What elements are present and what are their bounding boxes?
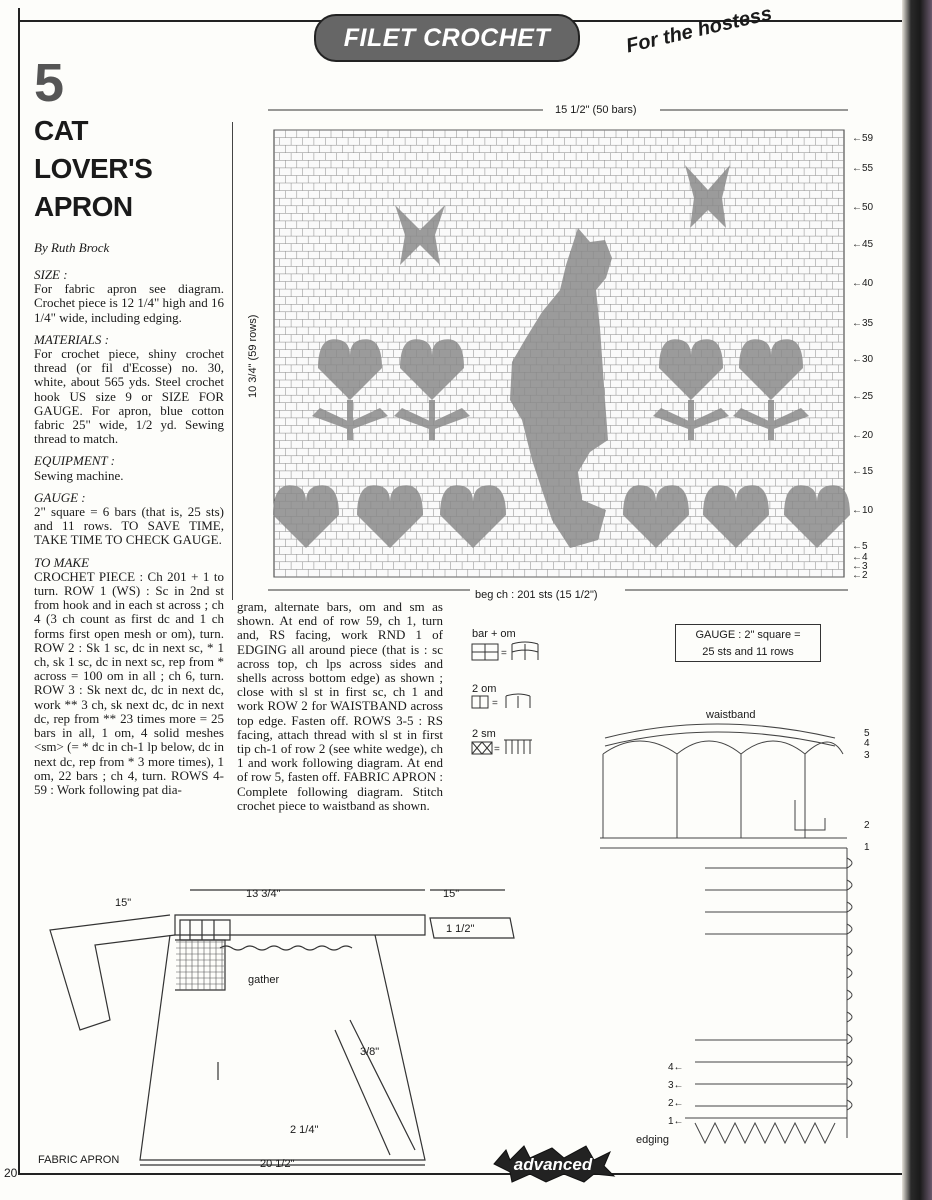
apron-dim: 15" — [115, 897, 132, 909]
apron-dim: 13 3/4" — [246, 888, 281, 900]
section-heading: EQUIPMENT : — [34, 453, 116, 469]
chart-row-label: ←40 — [852, 278, 874, 289]
title-line: APRON — [34, 191, 133, 222]
section-text: 2" square = 6 bars (that is, 25 sts) and 11 rows. TO SAVE TIME, TAKE TIME TO CHECK GAUGE. — [34, 504, 224, 548]
chart-row-label: ←15 — [852, 466, 874, 477]
pattern-number: 5 — [34, 53, 65, 113]
legend-2om: 2 om — [472, 683, 497, 695]
binder-edge — [902, 0, 932, 1200]
chart-row-label: ←59 — [852, 133, 874, 144]
chart-row-label: ←10 — [852, 505, 874, 516]
pattern-title — [34, 112, 224, 226]
legend-2sm: 2 sm — [472, 728, 496, 740]
chart-row-label: ←45 — [852, 239, 874, 250]
chart-row-label: ←55 — [852, 163, 874, 174]
apron-label: FABRIC APRON — [38, 1154, 120, 1166]
section-text: For fabric apron see diagram. Crochet piece is 12 1/4" high and 16 1/4" wide, including edging. — [34, 281, 224, 325]
difficulty-text: advanced — [513, 1155, 593, 1174]
lower-row-label: 3← — [668, 1080, 684, 1091]
title-line: CAT — [34, 115, 88, 146]
tagline: For the hostess — [624, 2, 775, 58]
column-rule — [232, 122, 233, 600]
waist-row-label: 3 — [864, 750, 870, 761]
section-heading: MATERIALS : — [34, 331, 109, 347]
to-make-col1: CROCHET PIECE : Ch 201 + 1 to turn. ROW 1 (WS) : Sc in 2nd st from hook and in each st across ; ch 4 (3 ch count as first dc and 1 ch forms first open mesh or om), turn. ROW 2 : Sk 1 sc, dc in next sc, * 1 ch, sk 1 sc, dc in next sc, rep from * across = 100 om in all ; ch 6, turn. ROW 3 : Sk next dc, dc in next dc, work ** 3 ch, sk next dc, dc in next dc, rep from ** 23 times more = 25 bars in all, 1 om, 4 solid meshes <sm> (= * dc in ch-1 lp below, dc in next dc, rep from * 3 more times), 1 om, 22 bars ; ch 4, turn. ROWS 4-59 : Work following pat dia- — [34, 568, 224, 797]
apron-crochet-mesh — [176, 940, 224, 990]
waist-row-label: 2 — [864, 820, 870, 831]
svg-text:=: = — [494, 744, 500, 755]
waistband-label: waistband — [706, 709, 756, 721]
chart-row-label: ←25 — [852, 391, 874, 402]
chart-row-label: ←2 — [852, 570, 868, 581]
lower-row-label: 2← — [668, 1098, 684, 1109]
waist-row-label: 4 — [864, 738, 870, 749]
to-make-heading: TO MAKE — [34, 554, 90, 570]
legend-bar-om: bar + om — [472, 628, 516, 640]
chart-row-label: ←30 — [852, 354, 874, 365]
section-header: FILET CROCHET — [314, 14, 580, 62]
title-line: LOVER'S — [34, 153, 153, 184]
section-heading: GAUGE : — [34, 489, 86, 505]
stitch-legend-symbols — [470, 640, 570, 765]
svg-text:=: = — [492, 698, 498, 709]
chart-row-label: ←3 — [852, 561, 868, 572]
lower-row-label: 1← — [668, 1116, 684, 1127]
chart-row-label: ←5 — [852, 541, 868, 552]
page-number: 20 — [4, 1166, 18, 1180]
byline: By Ruth Brock — [34, 240, 110, 255]
apron-dim: 2 1/4" — [290, 1124, 319, 1136]
gauge-box — [675, 624, 821, 662]
apron-dim: 15" — [443, 888, 460, 900]
apron-gather-label: gather — [248, 974, 280, 986]
waist-row-label: 5 — [864, 728, 870, 739]
svg-text:=: = — [501, 648, 507, 659]
chart-row-label: ←4 — [852, 552, 868, 563]
section-heading: SIZE : — [34, 267, 68, 282]
apron-dim: 3/8" — [360, 1046, 380, 1058]
apron-dim: 1 1/2" — [446, 923, 475, 935]
difficulty-badge — [490, 1144, 616, 1184]
edging-diagram — [585, 718, 885, 1168]
chart-row-label: ←35 — [852, 318, 874, 329]
chart-row-label: ←20 — [852, 430, 874, 441]
filet-chart — [260, 100, 880, 600]
chart-row-label: ←50 — [852, 202, 874, 213]
edging-label: edging — [636, 1134, 670, 1146]
edging-loops — [847, 858, 852, 1110]
lower-row-label: 4← — [668, 1062, 684, 1073]
section-text: For crochet piece, shiny crochet thread (or fil d'Ecosse) no. 30, white, about 565 yds. Steel crochet hook US size 9 or SIZE FOR GAUGE. For apron, blue cotton fabric 25" wide, 1/2 yd. Sewing thread to match. — [34, 346, 224, 447]
section-text: Sewing machine. — [34, 467, 124, 483]
apron-dim: 20 1/2" — [260, 1158, 295, 1170]
chart-beg-ch-label: beg ch : 201 sts (15 1/2") — [475, 589, 598, 601]
waist-row-label: 1 — [864, 842, 870, 853]
gauge-line: 25 sts and 11 rows — [702, 646, 794, 658]
chart-height-label: 10 3/4" (59 rows) — [247, 314, 259, 398]
instructions-sections — [34, 268, 224, 805]
to-make-col2: gram, alternate bars, om and sm as shown. At end of row 59, ch 1, turn and, RS facing, work RND 1 of EDGING all around piece (that is : sc across top, ch lps across sides and shells across bottom edge) as shown ; close with sl st in first sc, ch 1 and work ROW 2 for WAISTBAND across top edge. Fasten off. ROWS 3-5 : RS facing, attach thread with sl st in first tip ch-1 of row 2 (see white wedge), ch 1 and work following diagram. At end of row 5, fasten off. FABRIC APRON : Complete following diagram. Stitch crochet piece to waistband as shown. — [237, 599, 443, 813]
gauge-line: GAUGE : 2" square = — [695, 629, 801, 641]
chart-width-label: 15 1/2" (50 bars) — [555, 104, 637, 116]
